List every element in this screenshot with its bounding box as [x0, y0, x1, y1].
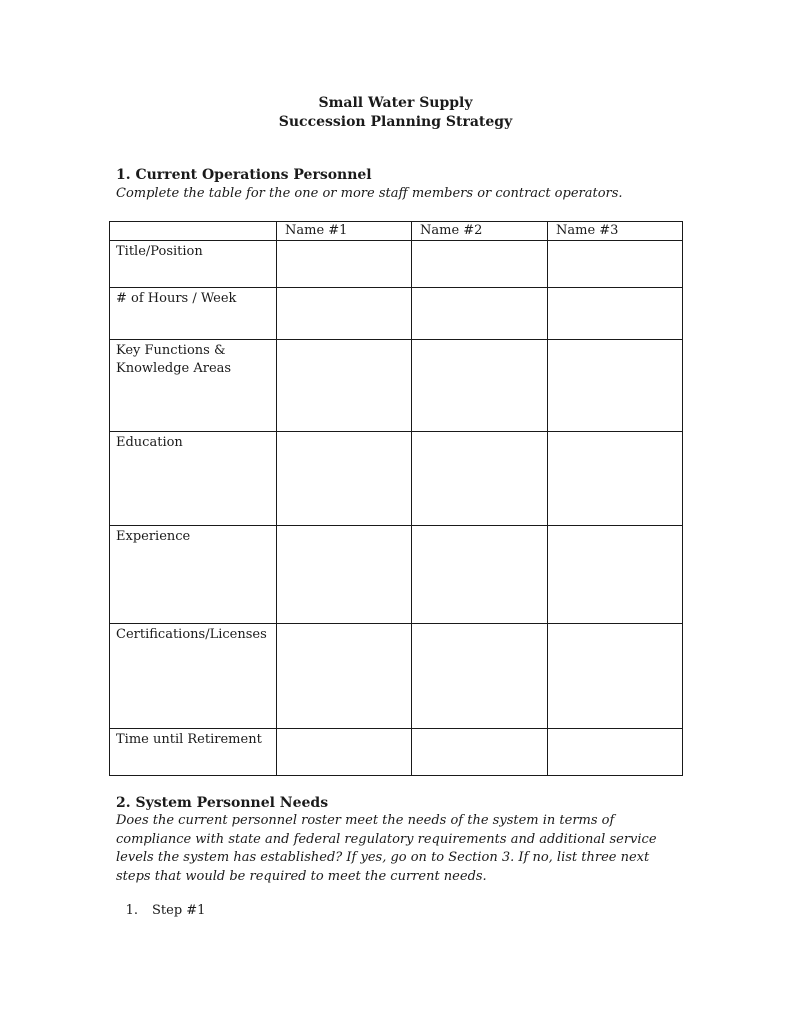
- cell-experience-name-2[interactable]: [412, 526, 548, 624]
- table-row: [110, 288, 683, 340]
- table-row: [110, 340, 683, 432]
- section-2-instructions: Does the current personnel roster meet the needs of the system in terms of compliance with state and federal regulatory requirements and additional service levels the system has established? If yes, go on to Section 3. If no, list three next steps that would be required to meet the current needs.: [116, 813, 657, 884]
- table-row: [110, 241, 683, 288]
- column-header-name-3: Name #3: [548, 222, 683, 241]
- cell-certifications-name-2[interactable]: [412, 624, 548, 729]
- cell-education-name-2[interactable]: [412, 432, 548, 526]
- row-label-certifications: Certifications/Licenses: [110, 624, 277, 729]
- cell-education-name-1[interactable]: [277, 432, 412, 526]
- cell-key-functions-name-3[interactable]: [548, 340, 683, 432]
- cell-key-functions-name-1[interactable]: [277, 340, 412, 432]
- step-number: 1.: [125, 903, 138, 918]
- row-label-title-position: Title/Position: [110, 241, 277, 288]
- corner-header-cell: [110, 222, 277, 241]
- list-item: [116, 902, 205, 920]
- section-1-heading: 1. Current Operations Personnel: [116, 167, 372, 183]
- table-row: [110, 526, 683, 624]
- column-header-name-1: Name #1: [277, 222, 412, 241]
- cell-title-position-name-3[interactable]: [548, 241, 683, 288]
- step-label: Step #1: [152, 903, 206, 918]
- row-label-experience: Experience: [110, 526, 277, 624]
- cell-retirement-name-3[interactable]: [548, 729, 683, 776]
- title-line-2: Succession Planning Strategy: [278, 114, 513, 130]
- table-row: [110, 729, 683, 776]
- row-label-time-until-retirement: Time until Retirement: [110, 729, 277, 776]
- cell-hours-per-week-name-2[interactable]: [412, 288, 548, 340]
- personnel-table: [109, 221, 683, 776]
- cell-experience-name-1[interactable]: [277, 526, 412, 624]
- cell-certifications-name-3[interactable]: [548, 624, 683, 729]
- table-row: [110, 624, 683, 729]
- cell-experience-name-3[interactable]: [548, 526, 683, 624]
- section-2-heading: 2. System Personnel Needs: [116, 795, 329, 811]
- title-line-1: Small Water Supply: [318, 95, 473, 111]
- cell-hours-per-week-name-1[interactable]: [277, 288, 412, 340]
- cell-key-functions-name-2[interactable]: [412, 340, 548, 432]
- table-row: [110, 432, 683, 526]
- section-1-instructions: Complete the table for the one or more staff members or contract operators.: [116, 186, 623, 201]
- next-steps-list: [116, 902, 205, 920]
- cell-retirement-name-2[interactable]: [412, 729, 548, 776]
- cell-title-position-name-2[interactable]: [412, 241, 548, 288]
- document-title: [0, 94, 791, 132]
- cell-title-position-name-1[interactable]: [277, 241, 412, 288]
- cell-hours-per-week-name-3[interactable]: [548, 288, 683, 340]
- row-label-key-functions: Key Functions & Knowledge Areas: [110, 340, 277, 432]
- table-header-row: [110, 222, 683, 241]
- column-header-name-2: Name #2: [412, 222, 548, 241]
- cell-certifications-name-1[interactable]: [277, 624, 412, 729]
- row-label-hours-per-week: # of Hours / Week: [110, 288, 277, 340]
- row-label-education: Education: [110, 432, 277, 526]
- cell-retirement-name-1[interactable]: [277, 729, 412, 776]
- cell-education-name-3[interactable]: [548, 432, 683, 526]
